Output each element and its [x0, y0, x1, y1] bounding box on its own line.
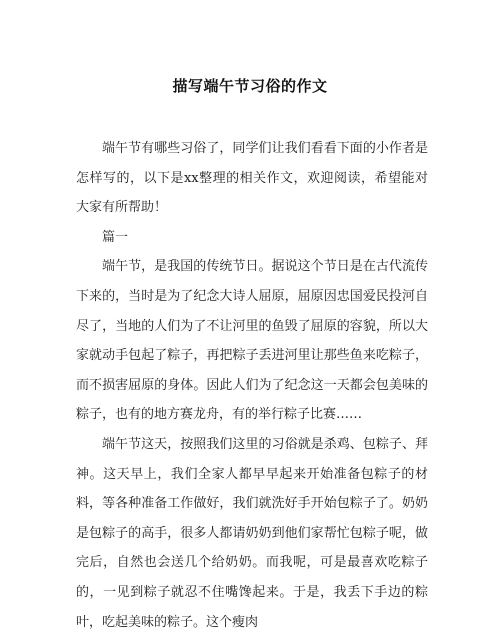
document-body: [76, 134, 428, 637]
body-paragraph-1: 端午节，是我国的传统节日。据说这个节日是在古代流传下来的，当时是为了纪念大诗人屈原，屈原因忠国爱民投河自尽了，当地的人们为了不让河里的鱼毁了屈原的容貌，所以大家就动手包起了粽子，再把粽子丢进河里让那些鱼来吃粽子，而不损害屈原的身体。因此人们为了纪念这一天都会包美味的粽子，也有的地方赛龙舟，有的举行粽子比赛……: [76, 259, 428, 423]
body-paragraph-2: 端午节这天，按照我们这里的习俗就是杀鸡、包粽子、拜神。这天早上，我们全家人都早早起来开始准备包粽子的材料，等各种准备工作做好，我们就洗好手开始包粽子了。奶奶是包粽子的高手，很多人都请奶奶到他们家帮忙包粽子呢，做完后，自然也会送几个给奶奶。而我呢，可是最喜欢吃粽子的，一见到粽子就忍不住嘴馋起来。于是，我丢下手边的粽叶，吃起美味的粽子。这个瘦肉: [76, 436, 428, 630]
intro-paragraph: 端午节有哪些习俗了，同学们让我们看看下面的小作者是怎样写的，以下是xx整理的相关作文，欢迎阅读，希望能对大家有所帮助！: [76, 141, 428, 216]
section-heading: 篇一: [102, 229, 129, 245]
document-title: 描写端午节习俗的作文: [172, 77, 328, 95]
